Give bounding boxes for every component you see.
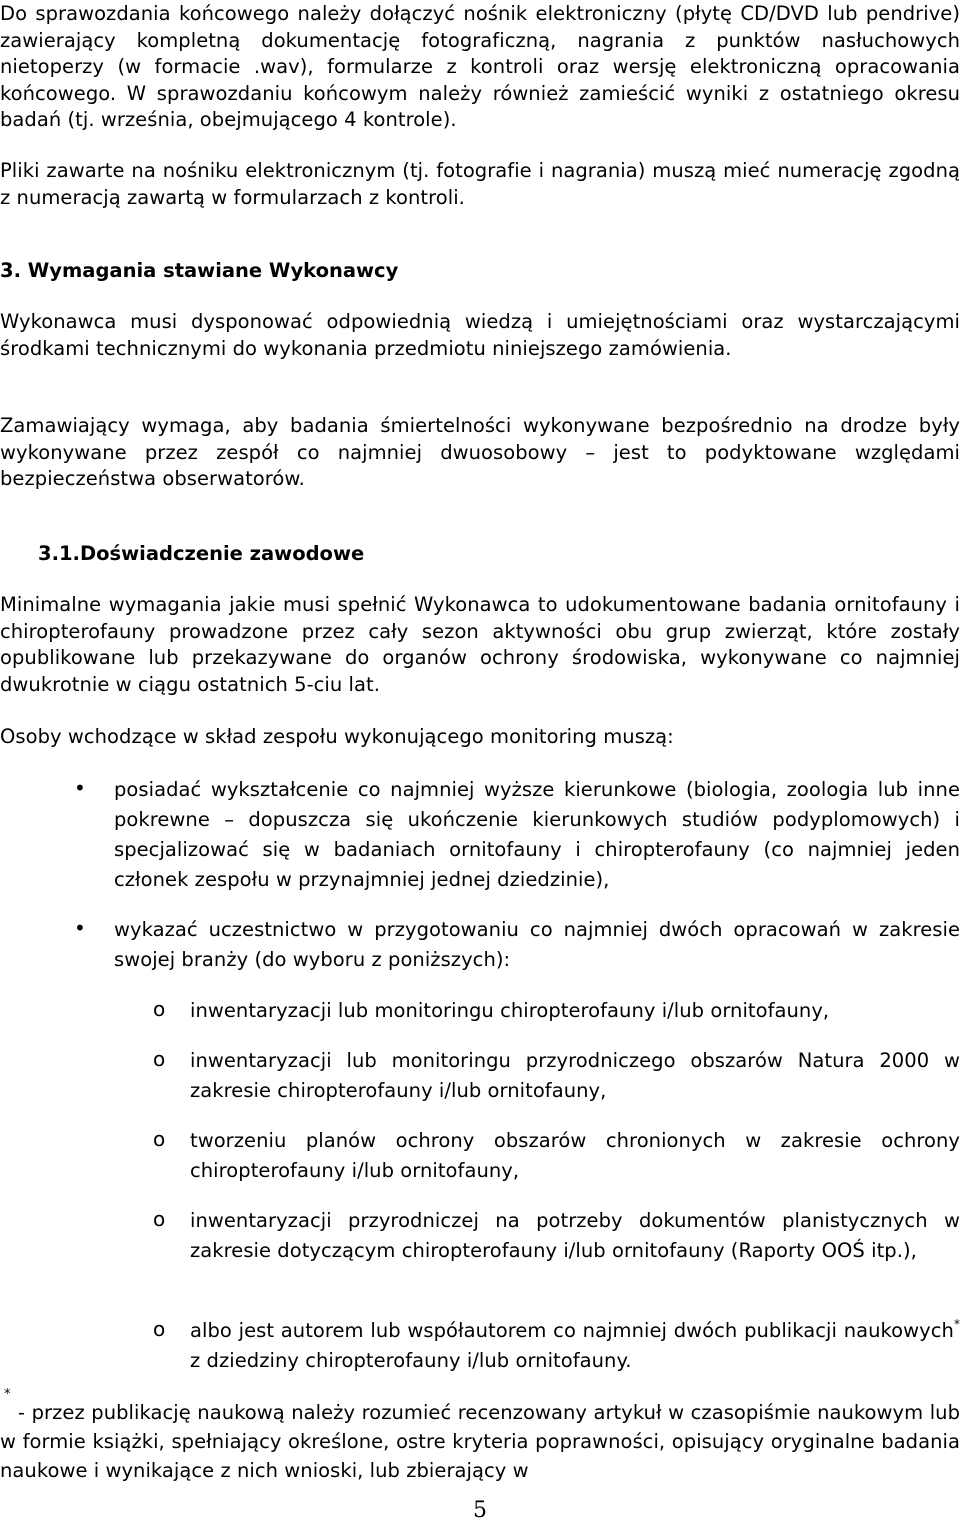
section-3-1-heading: 3.1.Doświadczenie zawodowe — [38, 542, 365, 565]
section-3-1-paragraph-2: Osoby wchodzące w skład zespołu wykonującego monitoring muszą: — [0, 725, 674, 748]
sub-bullet-marker: o — [153, 1127, 166, 1151]
sub-bullet-marker: o — [153, 1317, 166, 1341]
sub-item: tworzeniu planów ochrony obszarów chronionych w zakresie ochrony chiropterofauny i/lub ornitofauny, — [190, 1129, 960, 1182]
bullet-item: posiadać wykształcenie co najmniej wyższe kierunkowe (biologia, zoologia lub inne pokrewne – dopuszcza się ukończenie kierunkowych studiów podyplomowych) i specjalizować się w badaniach ornitofauny i chiropterofauny (co najmniej jeden członek zespołu w przynajmniej jednej dziedzinie), — [114, 778, 960, 891]
sub-bullet-marker: o — [153, 997, 166, 1021]
bullet-marker: • — [74, 916, 86, 940]
sub-item: inwentaryzacji przyrodniczej na potrzeby dokumentów planistycznych w zakresie dotyczącym chiropterofauny i/lub ornitofauny (Raporty OOŚ itp.), — [190, 1209, 960, 1262]
sub-item-publications-tail: z dziedziny chiropterofauny i/lub ornitofauny. — [190, 1349, 632, 1372]
sub-item-publications — [190, 1316, 960, 1376]
sub-item: inwentaryzacji lub monitoringu przyrodniczego obszarów Natura 2000 w zakresie chiropterofauny i/lub ornitofauny, — [190, 1049, 960, 1102]
section-3-1-paragraph-1: Minimalne wymagania jakie musi spełnić Wykonawca to udokumentowane badania ornitofauny i chiropterofauny prowadzone przez cały sezon aktywności obu grup zwierząt, które zostały opublikowane lub przekazywane do organów ochrony środowiska, wykonywane co najmniej dwukrotnie w ciągu ostatnich 5-ciu lat. — [0, 593, 960, 696]
footnote-marker: * — [4, 1387, 11, 1402]
page-number: 5 — [473, 1498, 487, 1523]
files-paragraph: Pliki zawarte na nośniku elektronicznym (tj. fotografie i nagrania) muszą mieć numerację zgodną z numeracją zawartą w formularzach z kontroli. — [0, 159, 960, 209]
intro-paragraph: Do sprawozdania końcowego należy dołączyć nośnik elektroniczny (płytę CD/DVD lub pendrive) zawierający kompletną dokumentację fotograficzną, nagrania z punktów nasłuchowych nietoperzy (w formacie .wav), formularze z kontroli oraz wersję elektroniczną opracowania końcowego. W sprawozdaniu końcowym należy również zamieścić wyniki z ostatniego okresu badań (tj. września, obejmującego 4 kontrole). — [0, 2, 960, 131]
bullet-marker: • — [74, 776, 86, 800]
sub-item: inwentaryzacji lub monitoringu chiropterofauny i/lub ornitofauny, — [190, 999, 830, 1022]
sub-bullet-marker: o — [153, 1047, 166, 1071]
sub-item-publications-text: albo jest autorem lub współautorem co najmniej dwóch publikacji naukowych — [190, 1319, 954, 1342]
footnote-text: - przez publikację naukową należy rozumieć recenzowany artykuł w czasopiśmie naukowym lub w formie książki, spełniający określone, ostre kryteria poprawności, opisujący oryginalne badania naukowe i wynikające z nich wnioski, lub zbierający w — [0, 1401, 960, 1482]
footnote-reference: * — [953, 1317, 960, 1331]
section-3-heading: 3. Wymagania stawiane Wykonawcy — [0, 259, 399, 282]
section-3-paragraph-1: Wykonawca musi dysponować odpowiednią wiedzą i umiejętnościami oraz wystarczającymi środkami technicznymi do wykonania przedmiotu niniejszego zamówienia. — [0, 310, 960, 360]
sub-bullet-marker: o — [153, 1207, 166, 1231]
bullet-item: wykazać uczestnictwo w przygotowaniu co najmniej dwóch opracowań w zakresie swojej branży (do wyboru z poniższych): — [114, 918, 960, 971]
section-3-paragraph-2: Zamawiający wymaga, aby badania śmiertelności wykonywane bezpośrednio na drodze były wykonywane przez zespół co najmniej dwuosobowy – jest to podyktowane względami bezpieczeństwa obserwatorów. — [0, 414, 960, 490]
